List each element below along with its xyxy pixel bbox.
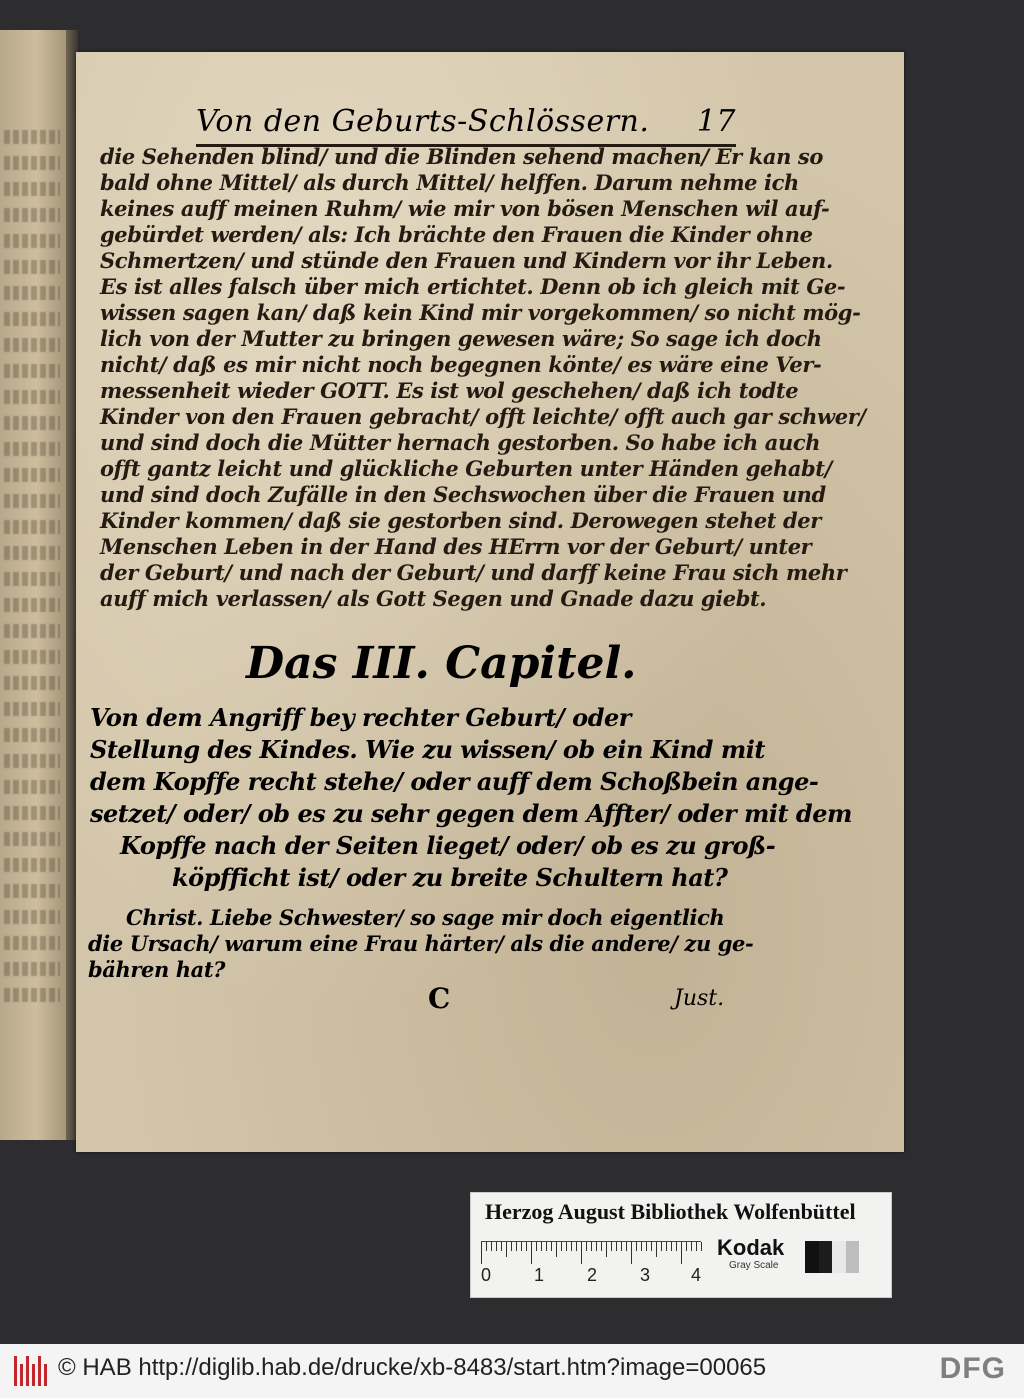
text-line: und sind doch Zufälle in den Sechswochen über die Frauen und — [100, 482, 826, 507]
ruler-tick — [641, 1242, 642, 1251]
ruler-tick — [676, 1242, 677, 1251]
ruler-tick — [621, 1242, 622, 1251]
text-line: lich von der Mutter zu bringen gewesen wäre; So sage ich doch — [100, 326, 822, 351]
ruler-tick — [556, 1242, 557, 1257]
text-line: Menschen Leben in der Hand des HErrn vor der Geburt/ unter — [100, 534, 812, 559]
ruler-tick — [501, 1242, 502, 1251]
ruler-tick — [591, 1242, 592, 1251]
ruler-number: 4 — [691, 1265, 702, 1285]
text-line: keines auff meinen Ruhm/ wie mir von bösen Menschen wil auf- — [100, 196, 830, 221]
text-line: auff mich verlassen/ als Gott Segen und Gnade dazu giebt. — [100, 586, 767, 611]
catchword: Just. — [674, 986, 725, 1011]
footer-bar — [0, 1344, 1024, 1398]
ruler-tick — [696, 1242, 697, 1251]
ruler-tick — [686, 1242, 687, 1251]
ruler-number: 0 — [481, 1265, 492, 1285]
text-line: die Sehenden blind/ und die Blinden sehend machen/ Er kan so — [100, 144, 823, 169]
ruler-tick — [526, 1242, 527, 1251]
facing-page-ghost-line — [4, 702, 60, 716]
ruler-tick — [671, 1242, 672, 1251]
text-line: gebürdet werden/ als: Ich brächte den Frauen die Kinder ohne — [100, 222, 813, 247]
text-line: und sind doch die Mütter hernach gestorben. So habe ich auch — [100, 430, 821, 455]
kodak-brand: Kodak — [717, 1235, 785, 1260]
gray-scale-label: Gray Scale — [729, 1260, 779, 1271]
ruler-number: 1 — [534, 1265, 545, 1285]
ruler-tick — [656, 1242, 657, 1257]
ruler-tick — [491, 1242, 492, 1251]
facing-page-ghost-line — [4, 728, 60, 742]
facing-page-ghost-line — [4, 936, 60, 950]
text-line: nicht/ daß es mir nicht noch begegnen könte/ es wäre eine Ver- — [100, 352, 822, 377]
ruler-tick — [511, 1242, 512, 1251]
facing-page-ghost-line — [4, 624, 60, 638]
chapter-summary-line: Von dem Angriff bey rechter Geburt/ oder — [90, 703, 631, 732]
ruler-tick — [611, 1242, 612, 1251]
ruler-tick — [561, 1242, 562, 1251]
ruler-tick — [481, 1242, 482, 1264]
ruler-tick — [506, 1242, 507, 1257]
ruler-tick — [636, 1242, 637, 1251]
ruler-tick — [681, 1242, 682, 1264]
dialogue-line: bähren hat? — [88, 957, 226, 982]
dfg-logo: DFG — [939, 1352, 1006, 1385]
chapter-summary-line: Stellung des Kindes. Wie zu wissen/ ob ein Kind mit — [90, 735, 765, 764]
ruler-tick — [606, 1242, 607, 1257]
ruler-tick — [691, 1242, 692, 1251]
ruler-tick — [566, 1242, 567, 1251]
text-line: wissen sagen kan/ daß kein Kind mir vorgekommen/ so nicht mög- — [100, 300, 861, 325]
ruler-tick — [571, 1242, 572, 1251]
signature-mark: C — [428, 982, 451, 1015]
text-line: offt gantz leicht und glückliche Geburten unter Händen gehabt/ — [100, 456, 832, 481]
ruler-tick — [701, 1242, 702, 1251]
facing-page-strip — [0, 30, 66, 1140]
facing-page-ghost-line — [4, 312, 60, 326]
chapter-summary-line: setzet/ oder/ ob es zu sehr gegen dem Affter/ oder mit dem — [90, 799, 852, 828]
ruler-tick — [616, 1242, 617, 1251]
facing-page-ghost-line — [4, 650, 60, 664]
facing-page-ghost-line — [4, 832, 60, 846]
library-name: Herzog August Bibliothek Wolfenbüttel — [485, 1199, 856, 1224]
text-line: Kinder kommen/ daß sie gestorben sind. Derowegen stehet der — [100, 508, 821, 533]
facing-page-ghost-line — [4, 260, 60, 274]
footer-copyright-link[interactable]: © HAB http://diglib.hab.de/drucke/xb-8483/start.htm?image=00065 — [58, 1354, 767, 1381]
ruler-tick — [536, 1242, 537, 1251]
facing-page-ghost-line — [4, 910, 60, 924]
facing-page-ghost-line — [4, 780, 60, 794]
text-line: Es ist alles falsch über mich ertichtet. Denn ob ich gleich mit Ge- — [100, 274, 846, 299]
ruler-tick — [546, 1242, 547, 1251]
facing-page-ghost-line — [4, 468, 60, 482]
ruler-number: 3 — [640, 1265, 651, 1285]
facing-page-ghost-line — [4, 858, 60, 872]
ruler-tick — [601, 1242, 602, 1251]
running-head — [196, 104, 736, 147]
facing-page-ghost-line — [4, 364, 60, 378]
ruler-tick — [521, 1242, 522, 1251]
facing-page-ghost-line — [4, 208, 60, 222]
ruler-scale — [481, 1241, 701, 1268]
ruler-tick — [666, 1242, 667, 1251]
gray-scale-swatches — [805, 1241, 859, 1273]
facing-page-ghost-line — [4, 442, 60, 456]
ruler-tick — [551, 1242, 552, 1251]
library-color-card — [470, 1192, 892, 1298]
ruler-tick — [646, 1242, 647, 1251]
book-page — [76, 52, 904, 1152]
page-number: 17 — [696, 104, 736, 139]
dialogue-line: Christ. Liebe Schwester/ so sage mir doch eigentlich — [126, 905, 725, 930]
facing-page-ghost-line — [4, 520, 60, 534]
ruler-tick — [631, 1242, 632, 1264]
facing-page-ghost-line — [4, 572, 60, 586]
facing-page-ghost-line — [4, 130, 60, 144]
ruler-tick — [651, 1242, 652, 1251]
running-head-title: Von den Geburts-Schlössern. — [196, 104, 650, 139]
facing-page-ghost-line — [4, 884, 60, 898]
facing-page-ghost-line — [4, 754, 60, 768]
ruler-tick — [576, 1242, 577, 1251]
facing-page-ghost-line — [4, 494, 60, 508]
facing-page-ghost-line — [4, 962, 60, 976]
facing-page-ghost-line — [4, 234, 60, 248]
facing-page-ghost-line — [4, 416, 60, 430]
facing-page-ghost-line — [4, 546, 60, 560]
ruler-tick — [496, 1242, 497, 1251]
ruler-tick — [581, 1242, 582, 1264]
ruler-tick — [486, 1242, 487, 1251]
facing-page-ghost-line — [4, 676, 60, 690]
text-line: messenheit wieder GOTT. Es ist wol geschehen/ daß ich todte — [100, 378, 799, 403]
hab-logo-icon — [14, 1356, 48, 1386]
ruler-tick — [516, 1242, 517, 1251]
ruler-tick — [586, 1242, 587, 1251]
text-line: Schmertzen/ und stünde den Frauen und Kindern vor ihr Leben. — [100, 248, 833, 273]
ruler-tick — [626, 1242, 627, 1251]
ruler-tick — [541, 1242, 542, 1251]
ruler-tick — [661, 1242, 662, 1251]
facing-page-ghost-line — [4, 156, 60, 170]
chapter-summary-line: dem Kopffe recht stehe/ oder auff dem Schoßbein ange- — [90, 767, 819, 796]
chapter-summary-line: köpfficht ist/ oder zu breite Schultern hat? — [172, 863, 728, 892]
facing-page-ghost-line — [4, 182, 60, 196]
dialogue-line: die Ursach/ warum eine Frau härter/ als die andere/ zu ge- — [88, 931, 754, 956]
text-line: Kinder von den Frauen gebracht/ offt leichte/ offt auch gar schwer/ — [100, 404, 866, 429]
ruler-tick — [596, 1242, 597, 1251]
chapter-heading: Das III. Capitel. — [246, 638, 637, 689]
facing-page-ghost-line — [4, 338, 60, 352]
chapter-summary-line: Kopffe nach der Seiten lieget/ oder/ ob es zu groß- — [120, 831, 776, 860]
facing-page-ghost-line — [4, 806, 60, 820]
facing-page-ghost-line — [4, 598, 60, 612]
facing-page-ghost-line — [4, 390, 60, 404]
ruler-number: 2 — [587, 1265, 598, 1285]
facing-page-ghost-line — [4, 286, 60, 300]
facing-page-ghost-line — [4, 988, 60, 1002]
text-line: der Geburt/ und nach der Geburt/ und darff keine Frau sich mehr — [100, 560, 847, 585]
ruler-tick — [531, 1242, 532, 1264]
text-line: bald ohne Mittel/ als durch Mittel/ helffen. Darum nehme ich — [100, 170, 799, 195]
